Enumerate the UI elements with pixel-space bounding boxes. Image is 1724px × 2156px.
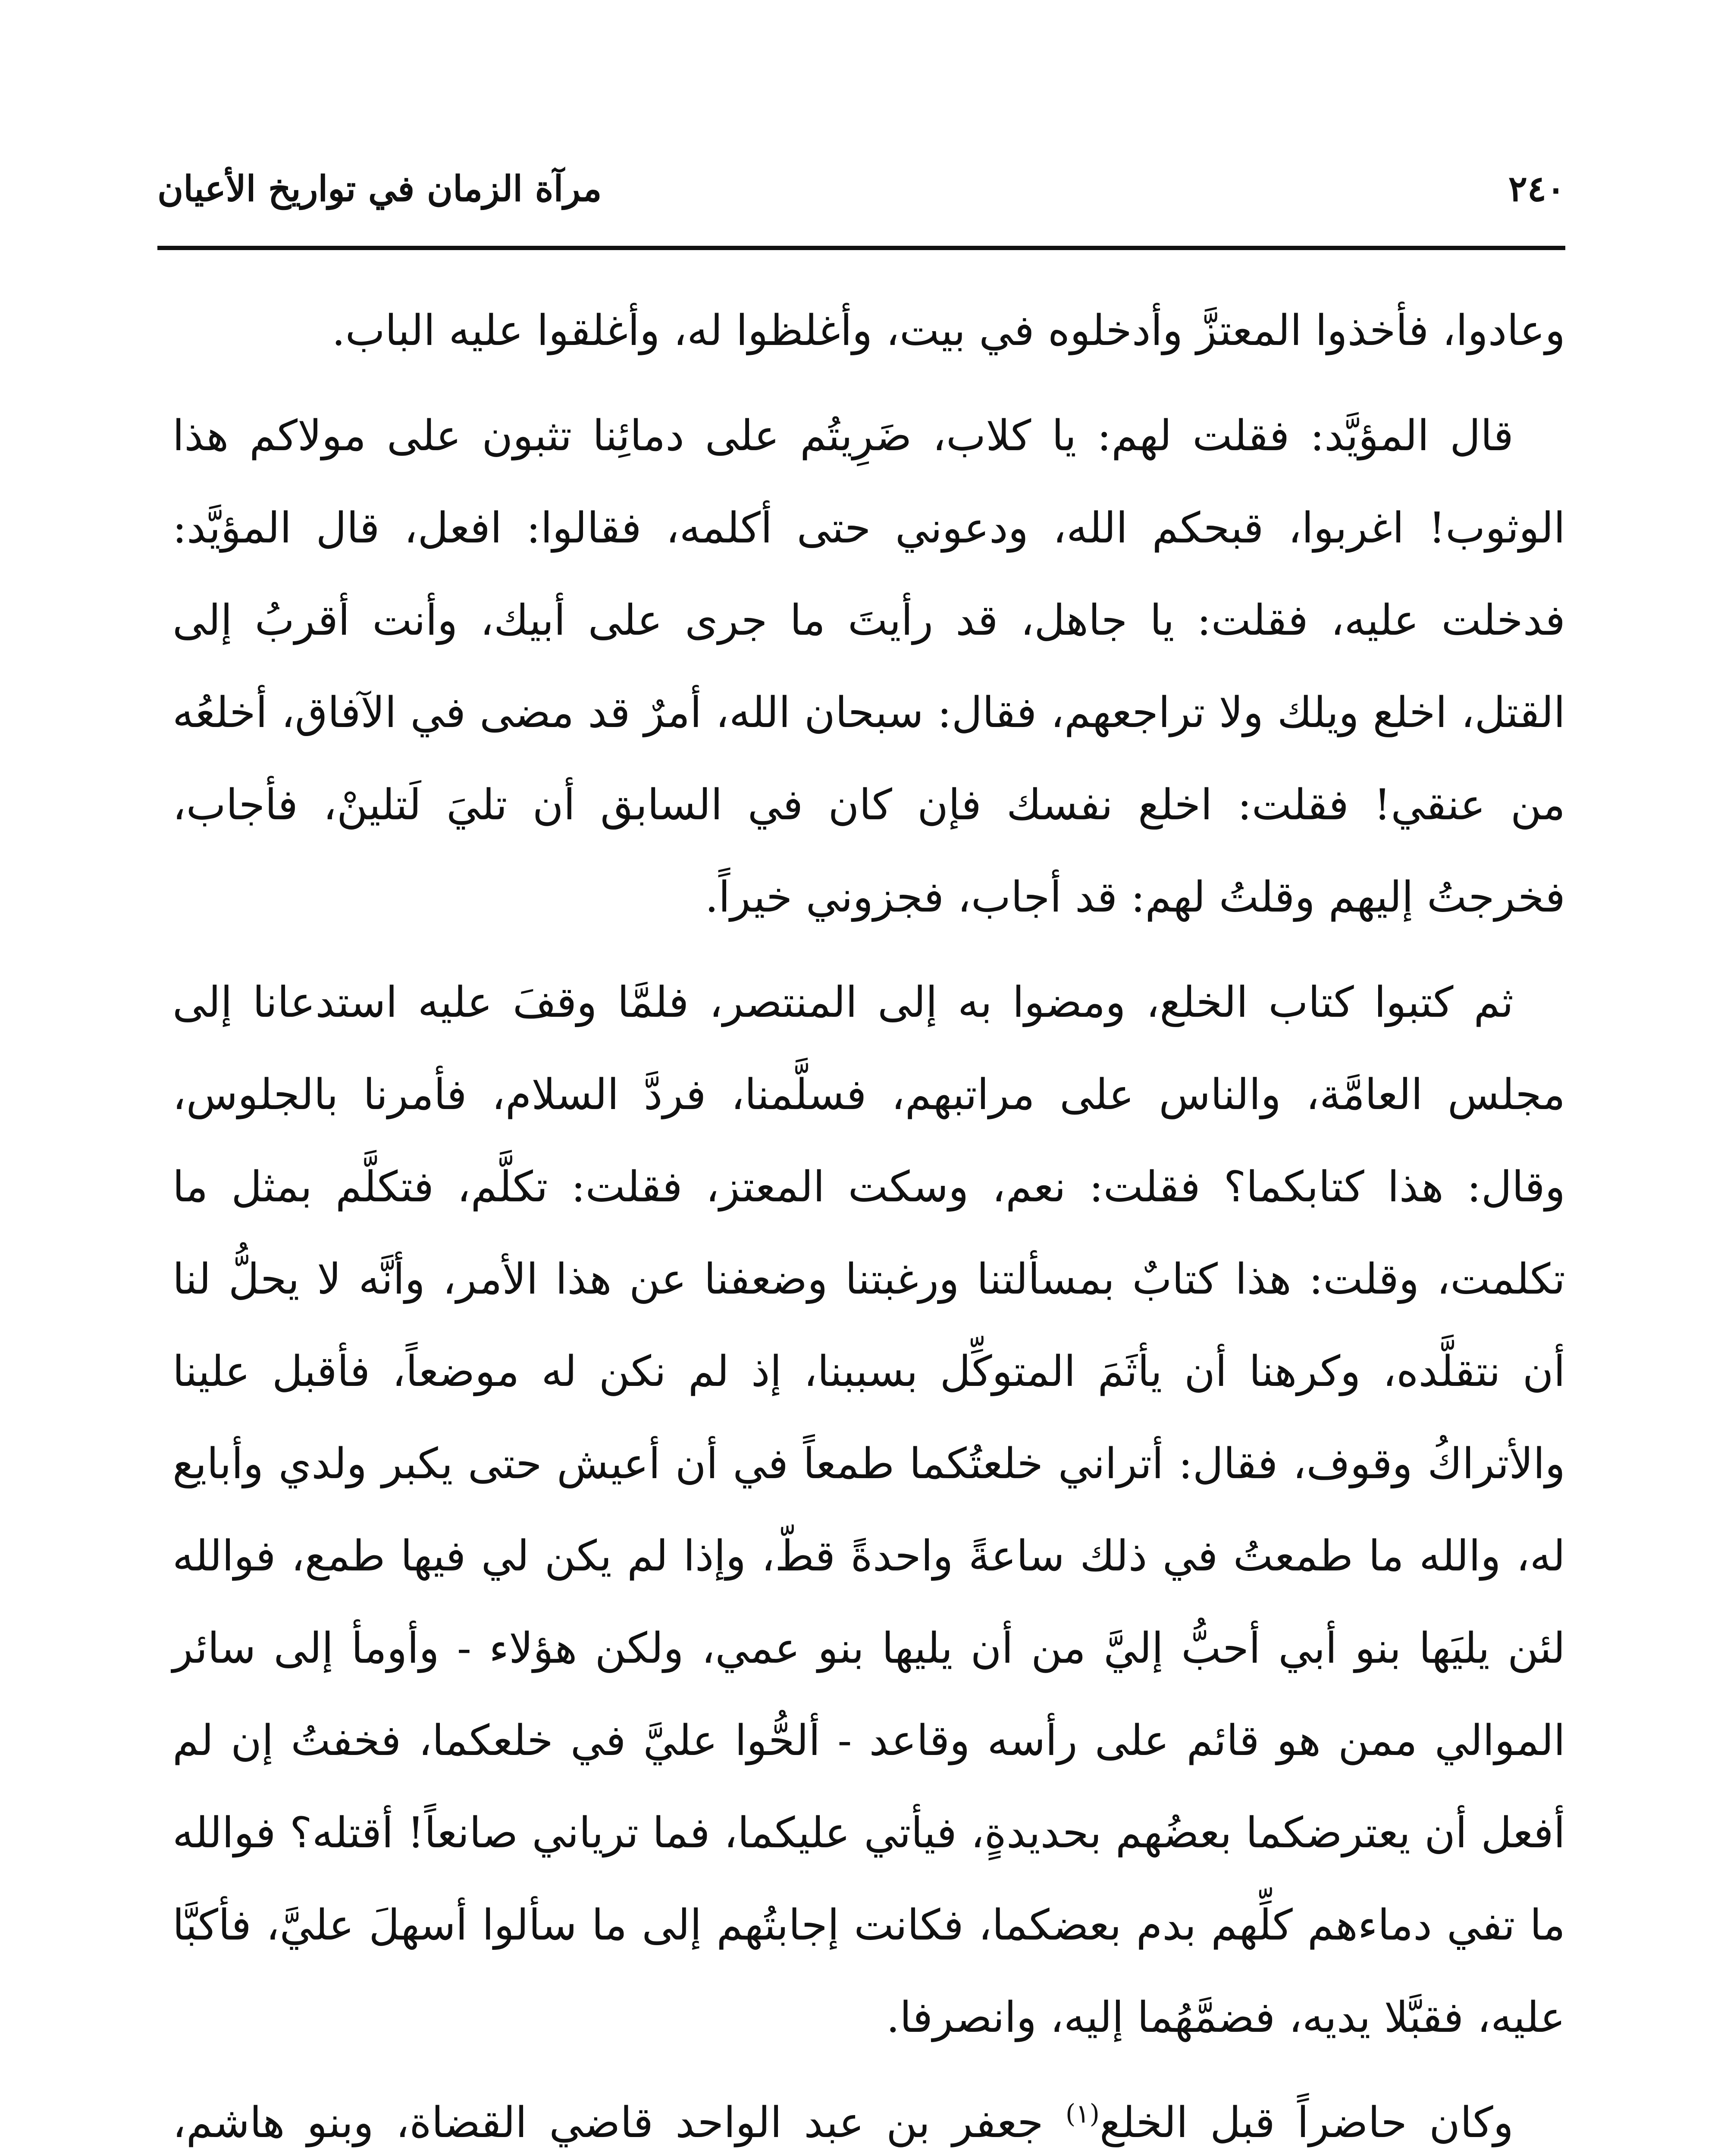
- paragraph-1: وعادوا، فأخذوا المعتزَّ وأدخلوه في بيت، وأغلظوا له، وأغلقوا عليه الباب.: [332, 306, 1565, 355]
- paragraph-4: [172, 2077, 1565, 2156]
- paragraph-3: ثم كتبوا كتاب الخلع، ومضوا به إلى المنتصر، فلمَّا وقفَ عليه استدعانا إلى مجلس العامَّة، والناس على مراتبهم، فسلَّمنا، فردَّ السلام، فأمرنا بالجلوس، وقال: هذا كتابكما؟ فقلت: نعم، وسكت المعتز، فقلت: تكلَّم، فتكلَّم بمثل ما تكلمت، وقلت: هذا كتابٌ بمسألتنا ورغبتنا وضعفنا عن هذا الأمر، وأنَّه لا يحلُّ لنا أن نتقلَّده، وكرهنا أن يأثَمَ المتوكِّل بسببنا، إذ لم نكن له موضعاً، فأقبل علينا والأتراكُ وقوف، فقال: أتراني خلعتُكما طمعاً في أن أعيش حتى يكبر ولدي وأبايع له، والله ما طمعتُ في ذلك ساعةً واحدةً قطّ، وإذا لم يكن لي فيها طمع، فوالله لئن يليَها بنو أبي أحبُّ إليَّ من أن يليها بنو عمي، ولكن هؤلاء - وأومأ إلى سائر الموالي ممن هو قائم على رأسه وقاعد - ألحُّوا عليَّ في خلعكما، فخفتُ إن لم أفعل أن يعترضكما بعضُهم بحديدةٍ، فيأتي عليكما، فما ترياني صانعاً! أقتله؟ فوالله ما تفي دماءهم كلِّهم بدم بعضكما، فكانت إجابتُهم إلى ما سألوا أسهلَ عليَّ، فأكبَّا عليه، فقبَّلا يديه، فضمَّهُما إليه، وانصرفا.: [172, 978, 1565, 2042]
- paragraph-2: قال المؤيَّد: فقلت لهم: يا كلاب، ضَرِيتُم على دمائِنا تثبون على مولاكم هذا الوثوب! اغربوا، قبحكم الله، ودعوني حتى أكلمه، فقالوا: افعل، قال المؤيَّد: فدخلت عليه، فقلت: يا جاهل، قد رأيتَ ما جرى على أبيك، وأنت أقربُ إلى القتل، اخلع ويلك ولا تراجعهم، فقال: سبحان الله، أمرٌ قد مضى في الآفاق، أخلعُه من عنقي! فقلت: اخلع نفسك فإن كان في السابق أن تليَ لَتلينْ، فأجاب، فخرجتُ إليهم وقلتُ لهم: قد أجاب، فجزوني خيراً.: [172, 411, 1565, 922]
- main-text: [172, 285, 1565, 2156]
- page-number: ٢٤٠: [1508, 168, 1565, 210]
- header-divider: [157, 246, 1565, 250]
- paragraph-4-end: جعفر بن عبد الواحد قاضي القضاة، وبنو هاشم،: [172, 2098, 1044, 2147]
- book-title: مرآة الزمان في تواريخ الأعيان: [157, 168, 602, 210]
- footnote-reference[interactable]: (١): [1065, 2099, 1100, 2129]
- page-header: [157, 164, 1565, 233]
- paragraph-4-start: وكان حاضراً قبل الخلع: [1100, 2098, 1514, 2147]
